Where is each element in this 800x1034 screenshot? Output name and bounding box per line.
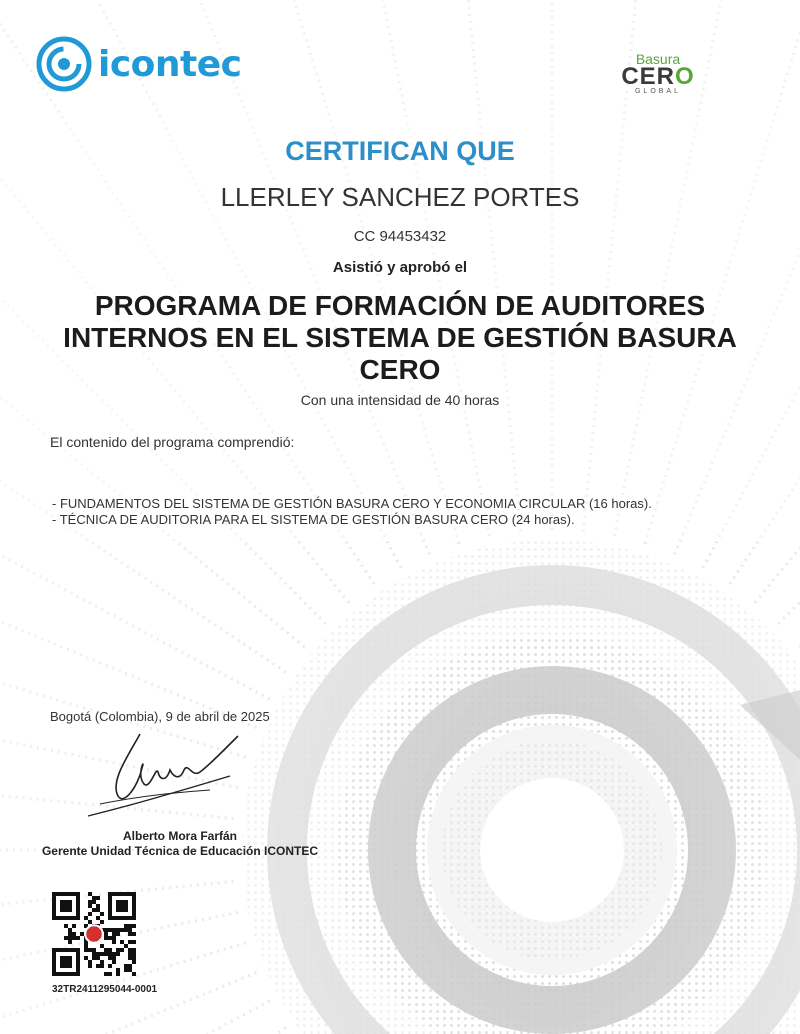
module-list	[52, 496, 652, 528]
recipient-id: CC 94453432	[353, 228, 447, 245]
content-intro: El contenido del programa comprendió:	[50, 434, 295, 450]
certificate-code: 32TR2411295044-0001	[52, 984, 158, 995]
signature-image	[80, 726, 260, 826]
module-item: - TÉCNICA DE AUDITORIA PARA EL SISTEMA DE GESTIÓN BASURA CERO (24 horas).	[52, 512, 575, 527]
basura-cero-logo-main: CERO	[621, 63, 695, 90]
icontec-logo	[36, 36, 242, 92]
intensity-text: Con una intensidad de 40 horas	[300, 392, 500, 408]
recipient-name: LLERLEY SANCHEZ PORTES	[220, 182, 580, 212]
attended-text: Asistió y aprobó el	[332, 259, 468, 276]
place-and-date: Bogotá (Colombia), 9 de abril de 2025	[50, 709, 270, 724]
basura-cero-logo	[618, 52, 698, 96]
basura-cero-logo-top: Basura	[635, 51, 681, 67]
qr-center-logo-icon	[85, 925, 103, 943]
signatory-name: Alberto Mora Farfán	[122, 829, 237, 843]
program-title: PROGRAMA DE FORMACIÓN DE AUDITORES INTERNOS EN EL SISTEMA DE GESTIÓN BASURA CERO	[63, 290, 737, 385]
certificate-heading: CERTIFICAN QUE	[285, 136, 515, 166]
icontec-emblem-icon	[36, 36, 92, 92]
signatory-block	[0, 829, 360, 859]
qr-code-image	[52, 892, 136, 976]
icontec-wordmark: icontec	[98, 43, 242, 85]
signatory-role: Gerente Unidad Técnica de Educación ICONTEC	[41, 844, 319, 858]
basura-cero-logo-sub: GLOBAL	[634, 88, 681, 95]
module-item: - FUNDAMENTOS DEL SISTEMA DE GESTIÓN BASURA CERO Y ECONOMIA CIRCULAR (16 horas).	[52, 496, 652, 511]
